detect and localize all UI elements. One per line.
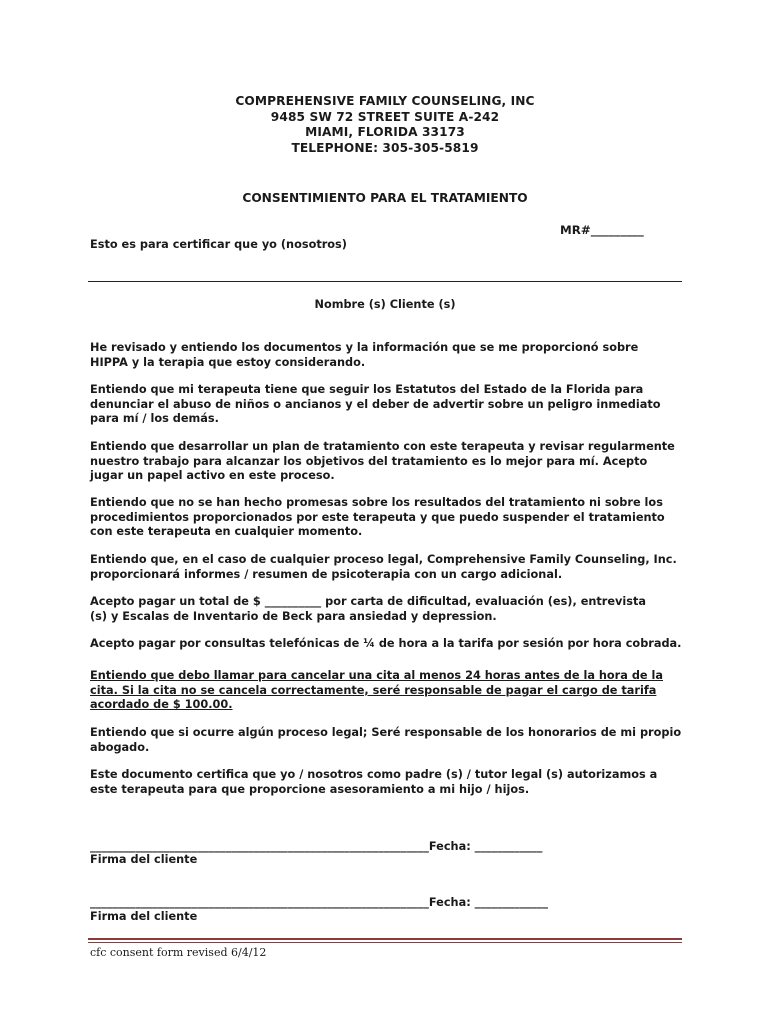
paragraph-florida-statutes [90,383,690,427]
paragraph-line: HIPPA y la terapia que estoy considerando. [90,355,366,369]
address-line-2: MIAMI, FLORIDA 33173 [305,125,465,139]
address-line-1: 9485 SW 72 STREET SUITE A-242 [270,109,500,124]
paragraph-line: para mí / los demás. [90,412,219,426]
paragraph-payment-evaluation [90,595,690,624]
paragraph-line: nuestro trabajo para alcanzar los objetivos del tratamiento es lo mejor para mí. Acepto [90,454,648,468]
signature-date-line-2[interactable]: ____________________________________________________________Fecha: _____________ [90,896,549,909]
client-name-label: Nombre (s) Cliente (s) [314,298,456,311]
paragraph-line: denunciar el abuso de niños o ancianos y el deber de advertir sobre un peligro inmediato [90,397,661,411]
paragraph-line: Entiendo que si ocurre algún proceso legal; Seré responsable de los honorarios de mi propio [90,726,682,739]
paragraph-line: proporcionará informes / resumen de psicoterapia con un cargo adicional. [90,567,563,581]
paragraph-line: Entiendo que desarrollar un plan de tratamiento con este terapeuta y revisar regularmente [90,440,675,453]
paragraph-line: este terapeuta para que proporcione asesoramiento a mi hijo / hijos. [90,782,530,796]
paragraph-attorney-fees [90,726,690,755]
revision-note: cfc consent form revised 6/4/12 [90,946,267,959]
paragraph-line: Entiendo que debo llamar para cancelar una cita al menos 24 horas antes de la hora de la [90,669,663,682]
paragraph-line: Acepto pagar por consultas telefónicas de ¼ de hora a la tarifa por sesión por hora cobrada. [90,637,682,650]
paragraph-line: Este documento certifica que yo / nosotros como padre (s) / tutor legal (s) autorizamos a [90,768,658,781]
client-name-line[interactable] [88,281,682,282]
signature-date-line-1[interactable]: ____________________________________________________________Fecha: ____________ [90,840,543,853]
paragraph-cancellation-policy [90,669,690,713]
paragraph-line: Entiendo que mi terapeuta tiene que seguir los Estatutos del Estado de la Florida para [90,383,644,396]
paragraph-hippa [90,341,690,370]
paragraph-line: jugar un papel activo en este proceso. [90,469,335,483]
paragraph-line: (s) y Escalas de Inventario de Beck para ansiedad y depression. [90,609,497,623]
mr-number-field[interactable]: MR#_________ [560,223,644,237]
paragraph-line: Entiendo que no se han hecho promesas sobre los resultados del tratamiento ni sobre los [90,496,663,509]
paragraph-line: He revisado y entiendo los documentos y la información que se me proporcionó sobre [90,341,639,354]
certify-statement: Esto es para certificar que yo (nosotros) [90,238,347,251]
paragraph-guardian-authorization [90,768,690,797]
telephone: TELEPHONE: 305-305-5819 [291,140,479,155]
footer-divider [88,938,682,940]
paragraph-treatment-plan [90,440,690,484]
paragraph-line: abogado. [90,740,150,754]
company-name: COMPREHENSIVE FAMILY COUNSELING, INC [235,94,535,108]
form-title: CONSENTIMIENTO PARA EL TRATAMIENTO [242,191,528,205]
letterhead [0,94,770,156]
paragraph-line: Entiendo que, en el caso de cualquier proceso legal, Comprehensive Family Counseling, Inc. [90,553,677,566]
paragraph-no-promises [90,496,690,540]
paragraph-line: procedimientos proporcionados por este terapeuta y que puedo suspender el tratamiento [90,510,665,524]
paragraph-legal-reports [90,553,690,582]
paragraph-line: acordado de $ 100.00. [90,698,233,712]
paragraph-line: cita. Si la cita no se cancela correctamente, seré responsable de pagar el cargo de tarifa [90,683,657,697]
signature-label-1: Firma del cliente [90,853,198,866]
footer-divider-thin [88,942,682,943]
signature-label-2: Firma del cliente [90,910,198,923]
paragraph-phone-consult [90,637,690,652]
paragraph-line: con este terapeuta en cualquier momento. [90,525,363,539]
paragraph-line: Acepto pagar un total de $ __________ por carta de dificultad, evaluación (es), entrevista [90,595,647,608]
